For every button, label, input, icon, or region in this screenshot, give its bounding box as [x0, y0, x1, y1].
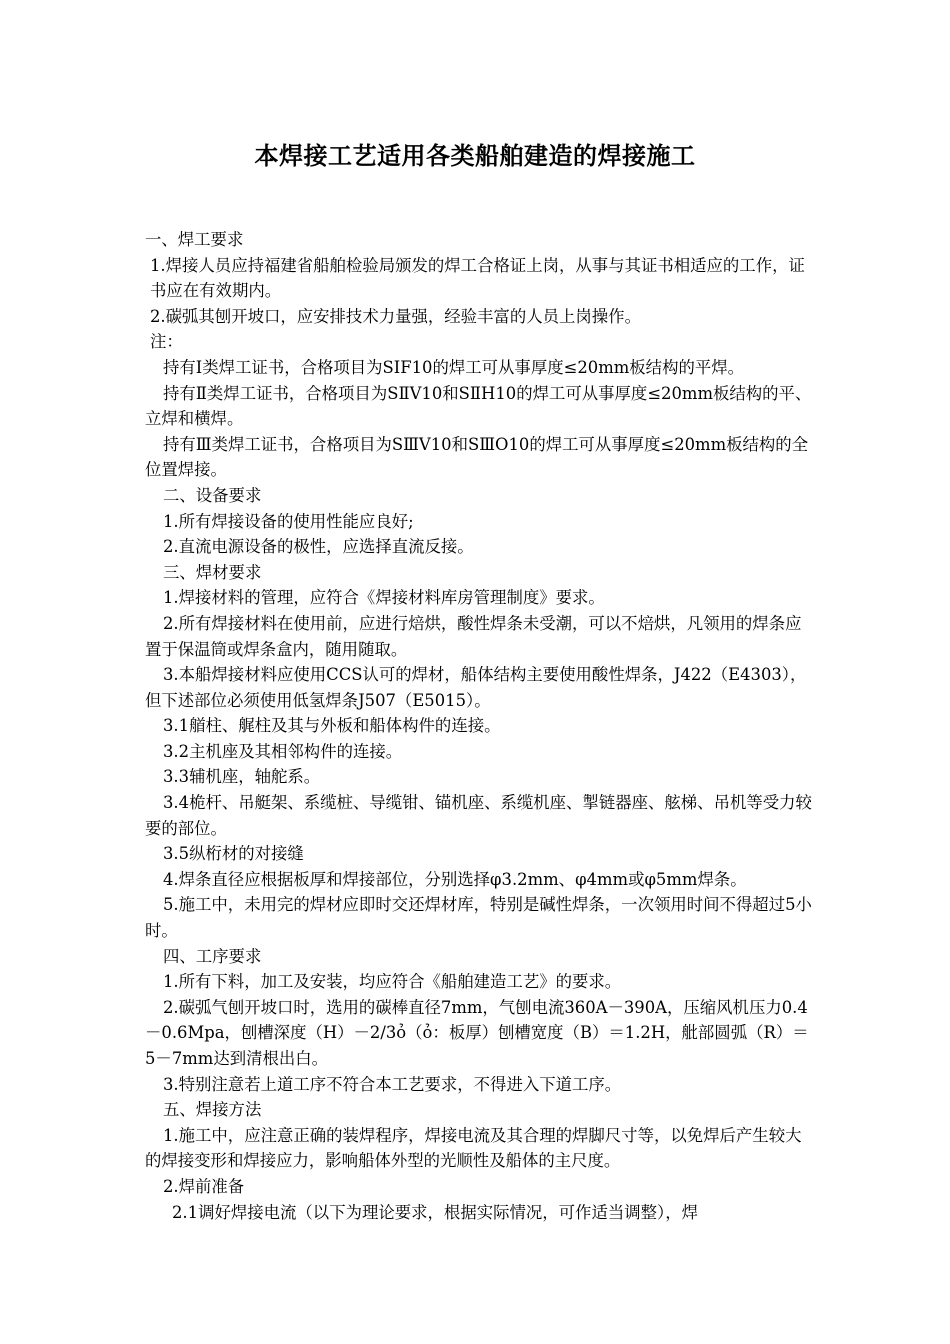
paragraph: 4.焊条直径应根据板厚和焊接部位，分别选择φ3.2mm、φ4mm或φ5mm焊条。	[163, 869, 747, 889]
paragraph: 3.4桅杆、吊艇架、系缆桩、导缆钳、锚机座、系缆机座、掣链器座、舷梯、吊机等受力较要的部位。	[145, 793, 812, 838]
paragraph: 持有Ⅰ类焊工证书，合格项目为SⅠF10的焊工可从事厚度≤20mm板结构的平焊。	[163, 357, 745, 377]
paragraph: 1.焊接材料的管理，应符合《焊接材料库房管理制度》要求。	[163, 588, 605, 608]
paragraph: 持有Ⅱ类焊工证书，合格项目为SⅡV10和SⅡH10的焊工可从事厚度≤20mm板结构的平、立焊和横焊。	[145, 383, 812, 429]
paragraph: 2.碳弧其刨开坡口，应安排技术力量强，经验丰富的人员上岗操作。	[150, 306, 641, 326]
paragraph: 1.所有焊接设备的使用性能应良好;	[163, 511, 414, 531]
paragraph: 2.1调好焊接电流（以下为理论要求，根据实际情况，可作适当调整），焊	[172, 1202, 698, 1222]
paragraph: 3.3辅机座，轴舵系。	[163, 767, 321, 787]
paragraph: 3.1艏柱、艉柱及其与外板和船体构件的连接。	[163, 716, 501, 736]
paragraph: 3.2主机座及其相邻构件的连接。	[163, 741, 403, 761]
section-heading: 四、工序要求	[163, 946, 262, 966]
paragraph: 5.施工中，未用完的焊材应即时交还焊材库，特别是碱性焊条，一次领用时间不得超过5小时。	[145, 895, 812, 941]
paragraph: 2.直流电源设备的极性，应选择直流反接。	[163, 537, 474, 557]
paragraph: 1.所有下料，加工及安装，均应符合《船舶建造工艺》的要求。	[163, 972, 622, 992]
paragraph: 2.所有焊接材料在使用前，应进行焙烘，酸性焊条未受潮，可以不焙烘，凡领用的焊条应置于保温筒或焊条盒内，随用随取。	[145, 613, 802, 659]
paragraph: 3.特别注意若上道工序不符合本工艺要求，不得进入下道工序。	[163, 1074, 622, 1094]
paragraph: 1.焊接人员应持福建省船舶检验局颁发的焊工合格证上岗，从事与其证书相适应的工作，证书应在有效期内。	[150, 255, 805, 301]
paragraph: 2.焊前准备	[163, 1176, 245, 1196]
paragraph: 3.本船焊接材料应使用CCS认可的焊材，船体结构主要使用酸性焊条，J422（E4303），但下述部位必须使用低氢焊条J507（E5015）。	[145, 665, 807, 710]
paragraph: 1.施工中，应注意正确的装焊程序，焊接电流及其合理的焊脚尺寸等，以免焊后产生较大的焊接变形和焊接应力，影响船体外型的光顺性及船体的主尺度。	[145, 1125, 802, 1171]
paragraph: 2.碳弧气刨开坡口时，选用的碳棒直径7mm，气刨电流360A－390A，压缩风机压力0.4－0.6Mpa，刨槽深度（H）－2/3ỏ（ỏ：板厚）刨槽宽度（B）＝1.2H，舭部圆弧（R）＝5－7mm达到清根出白。	[145, 997, 809, 1068]
paragraph: 持有Ⅲ类焊工证书，合格项目为SⅢV10和SⅢO10的焊工可从事厚度≤20mm板结构的全位置焊接。	[145, 434, 809, 480]
section-heading: 五、焊接方法	[163, 1100, 262, 1120]
document-title: 本焊接工艺适用各类船舶建造的焊接施工	[254, 142, 696, 170]
note-label: 注：	[150, 332, 183, 352]
section-heading: 三、焊材要求	[163, 562, 262, 582]
section-heading: 二、设备要求	[163, 485, 262, 505]
document-body	[145, 227, 817, 1225]
section-heading: 一、焊工要求	[145, 230, 244, 249]
paragraph: 3.5纵桁材的对接缝	[163, 844, 304, 864]
